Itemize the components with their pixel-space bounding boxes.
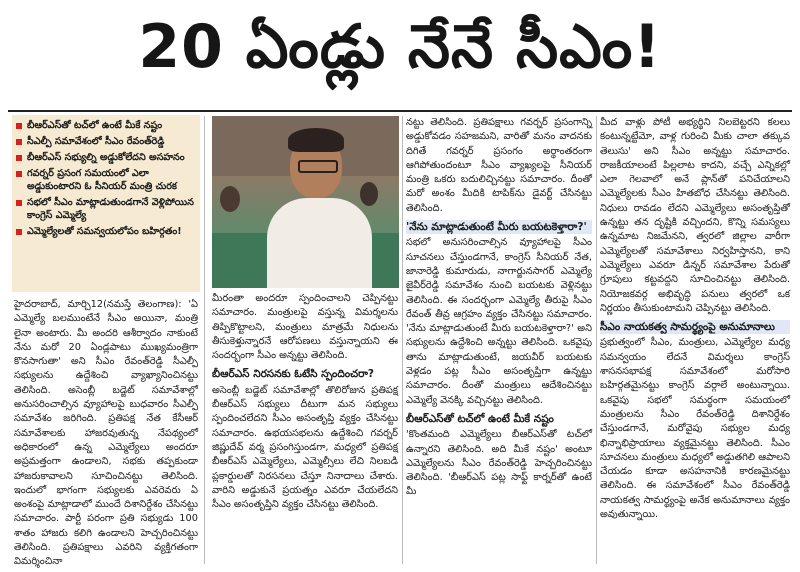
highlight-text: ఎమ్మెల్యేలతో సమన్వయలోపం బహిర్గతం! <box>27 226 182 237</box>
highlight-item <box>16 135 196 148</box>
column-divider <box>402 116 403 564</box>
column-divider <box>596 116 597 564</box>
bullet-icon <box>16 171 22 177</box>
article-paragraph: హైదరాబాద్, మార్చి12(నమస్తే తెలంగాణ): 'ఏ ఎమ్మెల్యే బలముంటేనే సీఎం అయినా, మంత్రి లైనా అంటారు. మీ అందరి ఆశీర్వాదం నాకుంటే నేను మరో 20 ఏండ్లపాటు ముఖ్యమంత్రిగా కొనసాగుతా' అని సీఎం రేవంత్‌రెడ్డి సీఎల్పీ సభ్యులను ఉద్దేశించి వ్యాఖ్యానించినట్టు తెలిసింది. అసెంబ్లీ బడ్జెట్ సమావేశాల్లో అనుసరించాల్సిన వ్యూహాలపై బుధవారం సీఎల్పీ సమావేశం జరిగింది. ప్రతిపక్ష నేత కేసీఆర్ సమావేశాలకు హాజరవుతున్న నేపథ్యంలో అధికారంలో ఉన్న ఎమ్మెల్యేలు అందరూ అప్రమత్తంగా ఉండాలని, సభకు తప్పకుండా హాజరుకావాలని సూచించినట్టు తెలిసింది. ఇందులో భాగంగా సభ్యులకు ఎవరెవరు ఏ అంశంపై మాట్లాడాలో ముందే దిశానిర్దేశం చేసినట్టు సమాచారం. పార్టీ పరంగా ప్రతి సభ్యుడు 100 శాతం హాజరు కలిగి ఉండాలని హెచ్చరించినట్టు తెలిసింది. ప్రతిపక్షాలు ఎవరిని వ్యక్తిగతంగా విమర్శించినా <box>14 299 198 568</box>
highlight-text: సీఎల్పీ సమావేశంలో సీఎం రేవంత్‌రెడ్డి <box>27 136 165 147</box>
photo-person-bg <box>360 182 378 206</box>
bullet-icon <box>16 229 22 235</box>
photo-hair <box>288 128 344 152</box>
highlight-item <box>16 167 196 193</box>
article-column-4 <box>600 116 790 522</box>
article-paragraph: మీద వాళ్లు పోటీ అభ్యర్థిని నిలబెట్టరని కలలు కంటున్నట్టేమో, వాళ్ల గురించి మీకు చాలా తక్కువ తెలుసు' అని సీఎం అన్నట్టు సమాచారం. రాజకీయాలంటే పిల్లలాట కాదని, వచ్చే ఎన్నికల్లో ఎలా గెలవాలో అనే ప్లాన్‌తో పనిచేయాలని ఎమ్మెల్యేలకు సీఎం హితబోధ చేసినట్టు తెలిసింది. నిధులు రావడం లేదని ఎమ్మెల్యేలు అసంతృప్తితో ఉన్నట్టు తన దృష్టికి వచ్చిందని, కొన్ని సమస్యలు ఉన్నమాట నిజమేనని, త్వరలో జిల్లాల వారీగా ఎమ్మెల్యేలతో సమావేశాలు నిర్వహిస్తానని, కాని ఎమ్మెల్యేలు ఎవరూ డిన్నర్ సమావేశాల పేరుతో గ్రూపులు కట్టవద్దని సూచించినట్టు తెలిసింది. నియోజకవర్గ అభివృద్ధి పనులు త్వరలో ఒక నిర్ణయం తీసుకుంటామని చెప్పినట్టు తెలిసింది. <box>600 117 790 314</box>
subheading: సీఎం నాయకత్వ సామర్థ్యంపై అనుమానాలు <box>600 320 790 334</box>
highlight-text: బీఆర్ఎస్ సభ్యుల్ని అడ్డుకోలేదని అసహనం <box>27 152 185 163</box>
highlight-item <box>16 119 196 132</box>
highlight-item <box>16 151 196 164</box>
article-column-1 <box>14 298 198 570</box>
article-paragraph: 'కొంతమంది ఎమ్మెల్యేలు బీఆర్ఎస్‌తో టచ్‌లో ఉన్నారని తెలిసింది. అది మీకే నష్టం' అంటూ ఎమ్మెల్యేలను సీఎం రేవంత్‌రెడ్డి హెచ్చరించినట్టు తెలిసింది. 'బీఆర్ఎస్ పట్ల సాఫ్ట్ కార్నర్‌తో ఉంటే మీ <box>406 429 592 498</box>
article-column-2 <box>212 292 398 512</box>
highlight-item <box>16 225 196 238</box>
news-photo <box>212 116 399 288</box>
article-paragraph: అసెంబ్లీ బడ్జెట్ సమావేశాల్లో తొలిరోజున ప్రతిపక్ష బీఆర్ఎస్ సభ్యులు దీటుగా మన సభ్యులు స్పందించలేదని సీఎం అసంతృప్తి వ్యక్తం చేసినట్టు సమాచారం. ఉభయసభలను ఉద్దేశించి గవర్నర్ జిష్ణుదేవ్ వర్మ ప్రసంగిస్తుండగా, మధ్యలో ప్రతిపక్ష బీఆర్ఎస్ ఎమ్మెల్యేలు, ఎమ్మెల్సీలు లేచి నిలబడి ప్లకార్డులతో నిరసనలు చేస్తూ నినాదాలు చేశారు. వారిని అడ్డుకునే ప్రయత్నం ఎవరూ చేయలేదని సీఎం అసంతృప్తిని వ్యక్తం చేసినట్టు తెలిసింది. <box>212 384 398 511</box>
highlights-box <box>12 115 200 292</box>
subheading: బీఆర్ఎస్ నిరసనకు ఓటేసి స్పందించరా? <box>212 368 374 381</box>
highlight-text: గవర్నర్ ప్రసంగ సమయంలో ఎలా అడ్డుకుంటారని ఓ సీనియర్ మంత్రి చురక <box>27 168 177 192</box>
article-paragraph: మీరంతా అందరూ స్పందించాలని చెప్పినట్టు సమాచారం. మంత్రులపై వస్తున్న విమర్శలను తిప్పికొట్టాలని, మంత్రులు మాత్రమే నిధులను తీసుకెళ్తున్నారనే ఆరోపణలు వస్తున్నాయని ఈ సందర్భంగా సీఎం అన్నట్టు తెలిసింది. <box>212 293 398 362</box>
photo-person-bg <box>220 186 240 212</box>
article-paragraph: ప్రభుత్వంలో సీఎం, మంత్రులు, ఎమ్మెల్యేల మధ్య సమన్వయం లేదనే విమర్శలు కాంగ్రెస్ శాసనసభాపక్ష సమావేశంలో మరోసారి బహిర్గతమైనట్టు కాంగ్రెస్ వర్గాలే అంటున్నాయి. ఒకవైపు సభలో సమర్థంగా సమయంలో మంత్రులను సీఎం రేవంత్‌రెడ్డి దిశానిర్దేశం చేస్తుండగానే, మరోవైపు సభ్యుల మధ్య భిన్నాభిప్రాయాలు వ్యక్తమైనట్టు తెలిసింది. సీఎం సూచనలు మంత్రులు మధ్యలో అడ్డుతగిలి ఆపాలని చేయడం కూడా అసహనానికి కారణమైనట్టు తెలిసింది. ఈ సమావేశంలో సీఎం రేవంత్‌రెడ్డి నాయకత్వ సామర్థ్యంపై అనేక అనుమానాలు వ్యక్తం అవుతున్నాయి. <box>600 337 790 521</box>
column-divider <box>204 116 205 564</box>
photo-glasses <box>298 160 338 173</box>
headline-rule <box>8 110 792 112</box>
highlight-item <box>16 196 196 222</box>
bullet-icon <box>16 200 22 206</box>
article-paragraph: సభలో అనుసరించాల్సిన వ్యూహాలపై సీఎం సూచనలు చేస్తుండగానే, కాంగ్రెస్ సీనియర్ నేత, జానారెడ్డి కుమారుడు, నాగార్జునసాగర్ ఎమ్మెల్యే జైవీర్‌రెడ్డి సమావేశం నుంచి బయటకు వెళ్లినట్టు తెలిసింది. ఈ సందర్భంగా ఎమ్మెల్యే తీరుపై సీఎం రేవంత్ తీవ్ర ఆగ్రహం వ్యక్తం చేసినట్టు సమాచారం. 'నేను మాట్లాడుతుంటే మీరు బయటకెళ్తారా?' అని సభ్యులను ఉద్దేశించి అన్నట్టు తెలిసింది. ఒకవైపు తాను మాట్లాడుతుంటే, జయవీర్ బయటకు వెళ్లడం పట్ల సీఎం అసంతృప్తిగా ఉన్నట్టు సమాచారం. దీంతో మంత్రులు ఆదేశించినట్టు ఎమ్మెల్యే వెనక్కి వచ్చినట్టు తెలిసింది. <box>406 237 592 406</box>
photo-shirt <box>267 198 372 288</box>
highlight-text: సభలో సీఎం మాట్లాడుతుండగానే వెళ్లిపోయిన కాంగ్రెస్ ఎమ్మెల్యే <box>27 197 194 221</box>
bullet-icon <box>16 155 22 161</box>
article-paragraph: నట్టు తెలిసింది. ప్రతిపక్షాలు గవర్నర్ ప్రసంగాన్ని అడ్డుకోవడం సహజమని, వారితో మనం వాదనకు దిగితే గవర్నర్ ప్రసంగం అర్థాంతరంగా ఆగిపోతుందంటూ సీఎం వ్యాఖ్యలపై సీనియర్ మంత్రి ఒకరు బదులిచ్చినట్టు సమాచారం. దీంతో మరో అంశం మీదికి టాపిక్‌ను డైవర్ట్ చేసినట్టు తెలిసింది. <box>406 117 592 214</box>
subheading: బీఆర్ఎస్‌తో టచ్‌లో ఉంటే మీకే నష్టం <box>406 412 554 425</box>
subheading: 'నేను మాట్లాడుతుంటే మీరు బయటకెళ్తారా?' <box>406 220 592 234</box>
bullet-icon <box>16 139 22 145</box>
headline: 20 ఏండ్లు నేనే సీఎం! <box>138 12 662 82</box>
article-column-3 <box>406 116 592 500</box>
highlight-text: బీఆర్ఎస్‌తో టచ్‌లో ఉంటే మీకే నష్టం <box>27 120 163 131</box>
bullet-icon <box>16 123 22 129</box>
